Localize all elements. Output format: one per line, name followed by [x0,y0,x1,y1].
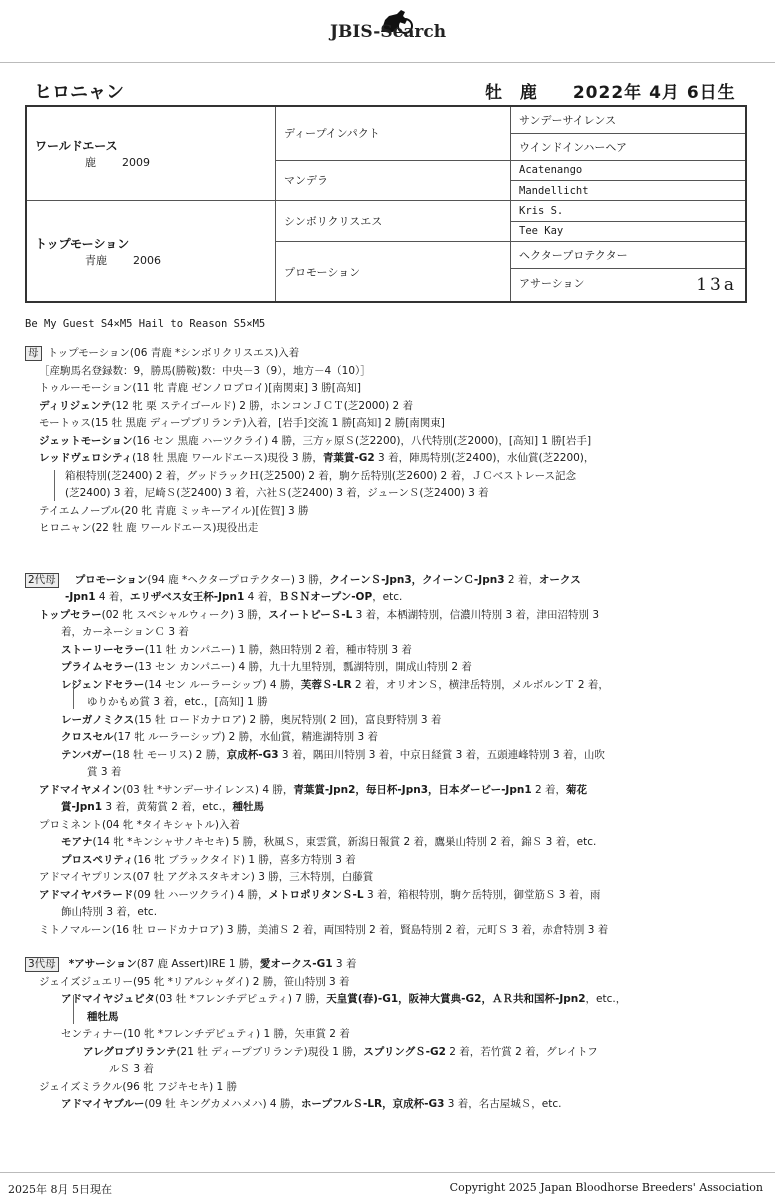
race-grade: 菊花 [566,783,587,796]
gen1-row [25,398,755,416]
pedigree-table [25,105,747,303]
record-text: (16 セン 黒鹿 ハーツクライ) 4 勝，三方ヶ原Ｓ(芝2200)，八代特別(芝2000)，[高知] 1 勝[岩手] [132,434,592,447]
record-text: (11 牡 カンパニー) 1 勝，熱田特別 2 着，種市特別 3 着 [144,643,412,656]
horse-meta [485,78,746,103]
gen2-row [25,607,755,625]
race-grade: 賞-Jpn1 [61,801,103,813]
gen3-row: センティナー(10 牝 *フレンチデピュティ) 1 勝，矢車賞 2 着 [61,1028,350,1040]
race-grade: オークス [538,573,581,586]
race-grade: 青葉賞-G2 [322,452,375,464]
horse-link[interactable]: ジェットモーション [39,434,133,447]
race-grade: 青葉賞-Jpn2，毎日杯-Jpn3，日本ダービー-Jpn1 [293,783,532,796]
record-text: (14 セン ルーラーシップ) 4 勝， [144,678,301,691]
sire-dam-dam-cell[interactable]: Mandellicht [511,180,747,200]
gen2-row-cont [25,589,755,607]
record-text: (16 牝 ブラックタイド) 1 勝，喜多方特別 3 着 [133,853,356,866]
record-text: (18 牡 モーリス) 2 勝， [112,748,227,761]
header-divider [0,62,775,63]
gen2-row-cont: 飾山特別 3 着，etc. [61,906,158,918]
horse-color: 鹿 [519,83,538,103]
gen2-row [25,659,755,677]
footer-divider [0,1172,775,1173]
gen3-row: ジェイズジュエリー(95 牝 *リアルシャダイ) 2 勝，笹山特別 3 着 [39,975,350,988]
horse-link[interactable]: ストーリーセラー [61,643,145,656]
gen1-label: 母 [25,346,42,361]
dam-dam-cell[interactable]: プロモーション [276,242,511,302]
gen2-row-cont [25,694,755,712]
record-text: (02 牝 スペシャルウィーク) 3 勝， [101,608,269,621]
record-text: (09 牡 キングカメハメハ) 4 勝， [144,1098,301,1110]
gen2-row [25,712,755,730]
sire-sire-dam-cell[interactable]: ウインドインハーヘア [511,133,747,160]
gen1-row-cont [25,468,755,486]
dam-dam-sire-cell[interactable]: ヘクタープロテクター [511,242,747,269]
race-grade: 天皇賞(春)-G1，阪神大賞典-G2，ＡＲ共和国杯-Jpn2 [326,993,586,1005]
record-text: 3 着，隅田川特別 3 着，中京日経賞 3 着，五頭連峰特別 3 着，山吹 [278,748,605,761]
horse-name: ヒロニャン [34,82,124,103]
horse-link[interactable]: アドマイヤパラード [39,888,134,901]
inbreeding-note: Be My Guest S4×M5 Hail to Reason S5×M5 [25,318,266,330]
gen1-row: トゥルーモーション(11 牝 青鹿 ゼンノロブロイ)[南関東] 3 勝[高知] [39,382,361,394]
gen2-row [25,747,755,765]
sire-color: 鹿 [85,156,96,170]
jbis-logo[interactable]: JBIS-Search [330,22,447,42]
gen2-row [25,887,755,905]
sire-sire-sire-cell[interactable]: サンデーサイレンス [511,106,747,133]
record-text: (12 牝 栗 ステイゴールド) 2 勝，ホンコンＪＣＴ(芝2000) 2 着 [111,399,414,412]
record-text: (94 鹿 *ヘクタープロテクター) 3 勝， [147,573,330,586]
race-grade: クイーンＳ-Jpn3，クイーンＣ-Jpn3 [329,573,505,586]
gen3-row-cont [25,1009,755,1027]
gen2-row [25,834,755,852]
family-code: 13a [696,274,737,295]
sire-name[interactable]: ワールドエース [35,139,118,154]
gen2-line [25,572,755,590]
gen1-row: モートゥス(15 牡 黒鹿 ディープブリランテ)入着，[岩手]交流 1 勝[高知] 2 勝[南関東] [39,417,445,429]
race-grade: ホープフルＳ-LR，京成杯-G3 [300,1098,445,1110]
gen1-line [25,345,755,363]
dam-sire-dam-cell[interactable]: Tee Kay [511,221,747,241]
record-text: ，etc. [372,591,403,603]
gen1-progeny-stats: ［産駒馬名登録数：9，勝馬(勝鞍)数：中央－3（9），地方－4（10）］ [39,364,371,377]
record-text: 3 着，陣馬特別(芝2400)，水仙賞(芝2200)， [374,452,595,464]
record-text: 2 着，若竹賞 2 着，グレイトフ [445,1045,598,1058]
gen3-label: 3代母 [25,957,59,972]
record-text: 4 着， [95,591,130,603]
race-grade: ＢＳＮオープン-OP [278,591,373,603]
gen2-row: ミトノマルーン(16 牡 ロードカナロア) 3 勝，美浦Ｓ 2 着，両国特別 2 着，賢島特別 2 着，元町Ｓ 3 着，赤倉特別 3 着 [39,923,609,936]
dam-cell [26,201,276,302]
gen2-row: プロミネント(04 牝 *タイキシャトル)入着 [39,818,240,831]
race-grade: メトロポリタンＳ-L [268,888,364,901]
record-text: 箱根特別(芝2400) 2 着，グッドラックＨ(芝2500) 2 着，駒ケ岳特別(芝2600) 2 着，ＪＣベストレース記念 [65,469,577,482]
horse-link[interactable]: テンバガー [61,748,113,761]
dam-year: 2006 [133,253,161,267]
sire-year: 2009 [122,156,150,170]
race-grade: スプリングＳ-G2 [363,1045,446,1058]
race-grade: 愛オークス-G1 [259,958,333,970]
stallion-badge: 種牡馬 [232,801,264,813]
gen1-dam: トップモーション(06 青鹿 *シンボリクリスエス)入着 [47,347,300,359]
race-grade: 京成杯-G3 [226,748,279,761]
gen3-row: ジェイズミラクル(96 牝 フジキセキ) 1 勝 [39,1080,238,1093]
gen3-line [25,956,755,974]
horse-link[interactable]: アレグロブリランテ [83,1045,177,1058]
horse-link[interactable]: クロスセル [61,731,114,743]
sire-dam-cell[interactable]: マンデラ [276,160,511,201]
gen2-row-cont: 着，カーネーションＣ 3 着 [61,626,189,638]
race-grade: -Jpn1 [65,591,96,603]
horse-link[interactable]: ディリジェンテ [39,399,112,412]
horse-link[interactable]: レッドヴェロシティ [39,452,133,464]
gen2-row [25,677,755,695]
dam-color: 青鹿 [85,253,107,267]
race-grade: 芙蓉Ｓ-LR [300,678,352,691]
record-text: (14 牝 *キンシャサノキセキ) 5 勝，秋風Ｓ，東雲賞，新潟日報賞 2 着，鷹巣山特別 2 着，錦Ｓ 3 着，etc. [92,836,597,848]
record-text: (03 牡 *サンデーサイレンス) 4 勝， [122,783,294,796]
gen3-row [25,1044,755,1062]
horse-sex: 牡 [485,83,503,103]
dam-name[interactable]: トップモーション [35,236,130,251]
gen2-row [25,729,755,747]
record-text: (03 牡 *フレンチデピュティ) 7 勝， [154,993,327,1005]
record-text: (17 牝 ルーラーシップ) 2 勝，水仙賞，精進湖特別 3 着 [113,731,379,743]
record-text: 4 着， [244,591,279,603]
horse-link[interactable]: トップセラー [39,608,102,621]
as-of-date: 2025年 8月 5日現在 [8,1183,112,1196]
race-grade: エリザベス女王杯-Jpn1 [129,591,245,603]
dam-dam-dam-cell [511,268,747,302]
sire-cell [26,106,276,201]
record-text: ，etc.， [585,993,627,1005]
dam-dam-dam-name[interactable]: アサーション [519,276,585,290]
horse-link[interactable]: アドマイヤジュピタ [61,993,155,1005]
gen2-row [25,642,755,660]
record-text: (87 鹿 Assert)IRE 1 勝， [136,958,260,970]
horse-link[interactable]: プロスペリティ [61,853,134,866]
gen3-row [25,1096,755,1114]
dam-sire-cell[interactable]: シンボリクリスエス [276,201,511,242]
stallion-badge: 種牡馬 [87,1010,119,1023]
record-text: 3 着，名古屋城Ｓ，etc. [444,1098,562,1110]
horse-link[interactable]: アドマイヤブルー [61,1098,145,1110]
gen2-row: アドマイヤプリンス(07 牡 アグネスタキオン) 3 勝，三木特別，白藤賞 [39,871,374,883]
record-text: (18 牡 黒鹿 ワールドエース)現役 3 勝， [132,452,323,464]
record-text: ゆりかもめ賞 3 着，etc.，[高知] 1 勝 [87,696,268,708]
horse-link[interactable]: プライムセラー [61,661,135,673]
record-text: (13 セン カンパニー) 4 勝，九十九里特別，瓢湖特別，開成山特別 2 着 [134,661,472,673]
gen3-row [25,991,755,1009]
record-text: 3 着 [332,958,357,970]
record-text: 3 着，箱根特別，駒ケ岳特別，御堂筋Ｓ 3 着，雨 [363,888,601,901]
gen1-row-cont: (芝2400) 3 着，尼崎Ｓ(芝2400) 3 着，六社Ｓ(芝2400) 3 着，ジューンＳ(芝2400) 3 着 [65,487,489,499]
sire-dam-sire-cell[interactable]: Acatenango [511,160,747,180]
horse-birth: 2022年 4月 6日生 [572,83,736,103]
gen2-label: 2代母 [25,573,59,588]
copyright: Copyright 2025 Japan Bloodhorse Breeders' Association [449,1181,763,1194]
record-text: 2 着，オリオンＳ，横津岳特別，メルボルンＴ 2 着， [351,678,609,691]
race-grade: スイートピーＳ-L [268,608,353,621]
record-text: (15 牡 ロードカナロア) 2 勝，奥尻特別( 2 回)，富良野特別 3 着 [134,713,442,726]
horse-link[interactable]: レジェンドセラー [61,678,145,691]
horse-link[interactable]: プロモーション [74,573,148,586]
gen2-row [25,852,755,870]
dam-sire-sire-cell[interactable]: Kris S. [511,201,747,221]
record-text: 2 着， [504,573,539,586]
record-text: (09 牡 ハーツクライ) 4 勝， [133,888,269,901]
horse-link[interactable]: アドマイヤメイン [39,783,123,796]
horse-link[interactable]: レーガノミクス [61,713,135,726]
gen1-row [25,450,755,468]
gen3-row-cont: ルＳ 3 着 [109,1063,154,1075]
horse-link[interactable]: *アサーション [68,958,137,970]
family-record [25,345,755,1114]
record-text: 2 着， [531,783,566,796]
gen1-row [25,433,755,451]
record-text: 3 着，本栖湖特別，信濃川特別 3 着，津田沼特別 3 [352,608,599,621]
record-text: 3 着，黄菊賞 2 着，etc.， [102,801,233,813]
gen2-row [25,782,755,800]
sire-sire-cell[interactable]: ディープインパクト [276,106,511,160]
gen2-row-cont: 賞 3 着 [87,766,122,778]
gen2-row-cont [25,799,755,817]
record-text: (21 牡 ディープブリランテ)現役 1 勝， [176,1045,364,1058]
gen1-row: テイエムノーブル(20 牝 青鹿 ミッキーアイル)[佐賀] 3 勝 [39,504,309,517]
horse-link[interactable]: モアナ [61,836,93,848]
gen1-row: ヒロニャン(22 牡 鹿 ワールドエース)現役出走 [39,522,259,534]
